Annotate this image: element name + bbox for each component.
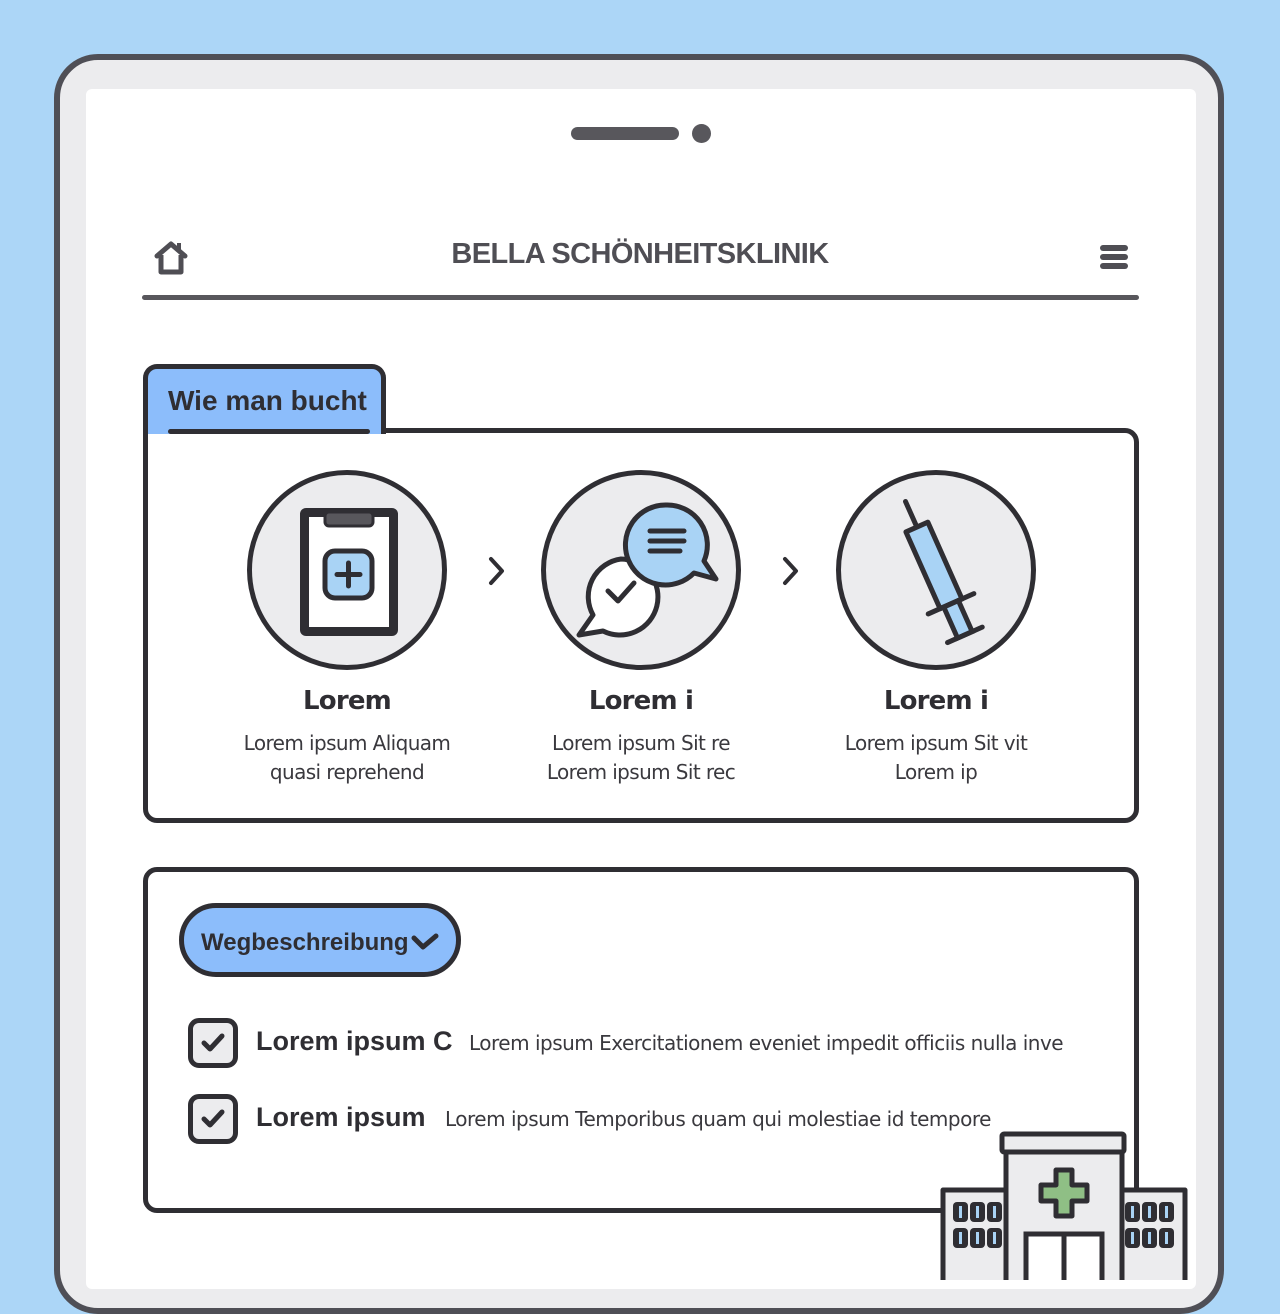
directions-dropdown-button[interactable] (179, 903, 461, 977)
chevron-down-icon (410, 932, 440, 954)
header-divider (142, 295, 1139, 300)
hamburger-menu-icon[interactable] (1097, 243, 1131, 273)
checklist-item-description: Lorem ipsum Temporibus quam qui molestiae id tempore (445, 1107, 991, 1131)
step-description-line: Lorem ipsum Aliquam (243, 731, 451, 755)
app-title: BELLA SCHÖNHEITSKLINIK (451, 238, 829, 270)
chevron-right-icon (781, 555, 801, 587)
home-icon[interactable] (151, 239, 191, 277)
checklist-item-title: Lorem ipsum (256, 1102, 426, 1132)
tab-active-underline (168, 429, 370, 434)
hospital-icon (938, 1130, 1190, 1280)
step-description (786, 729, 1086, 787)
step-description-line: quasi reprehend (269, 760, 425, 784)
checklist-item (188, 1018, 1088, 1070)
checklist-item-description: Lorem ipsum Exercitationem eveniet impedit officiis nulla inve (469, 1031, 1064, 1055)
clipboard-plus-icon (247, 470, 447, 670)
step-description-line: Lorem ipsum Sit re (552, 731, 730, 755)
step-description-line: Lorem ipsum Sit vit (844, 731, 1028, 755)
directions-label: Wegbeschreibung (201, 929, 409, 956)
step-title: Lorem (303, 686, 391, 716)
front-camera (692, 124, 711, 143)
speaker-grille (571, 127, 679, 140)
chevron-right-icon (487, 555, 507, 587)
chat-bubbles-icon (541, 470, 741, 670)
step-title: Lorem i (883, 686, 989, 716)
checkbox-checked[interactable] (188, 1094, 238, 1144)
tab-label: Wie man bucht (168, 385, 367, 416)
checklist-item-title: Lorem ipsum C (256, 1026, 453, 1056)
step-description-line: Lorem ipsum Sit rec (546, 760, 736, 784)
syringe-icon (836, 470, 1036, 670)
step-title: Lorem i (588, 686, 694, 716)
step-description (491, 729, 791, 787)
checkbox-checked[interactable] (188, 1018, 238, 1068)
step-description-line: Lorem ip (894, 760, 978, 784)
tab-how-to-book[interactable] (143, 364, 386, 434)
step-description (197, 729, 497, 787)
